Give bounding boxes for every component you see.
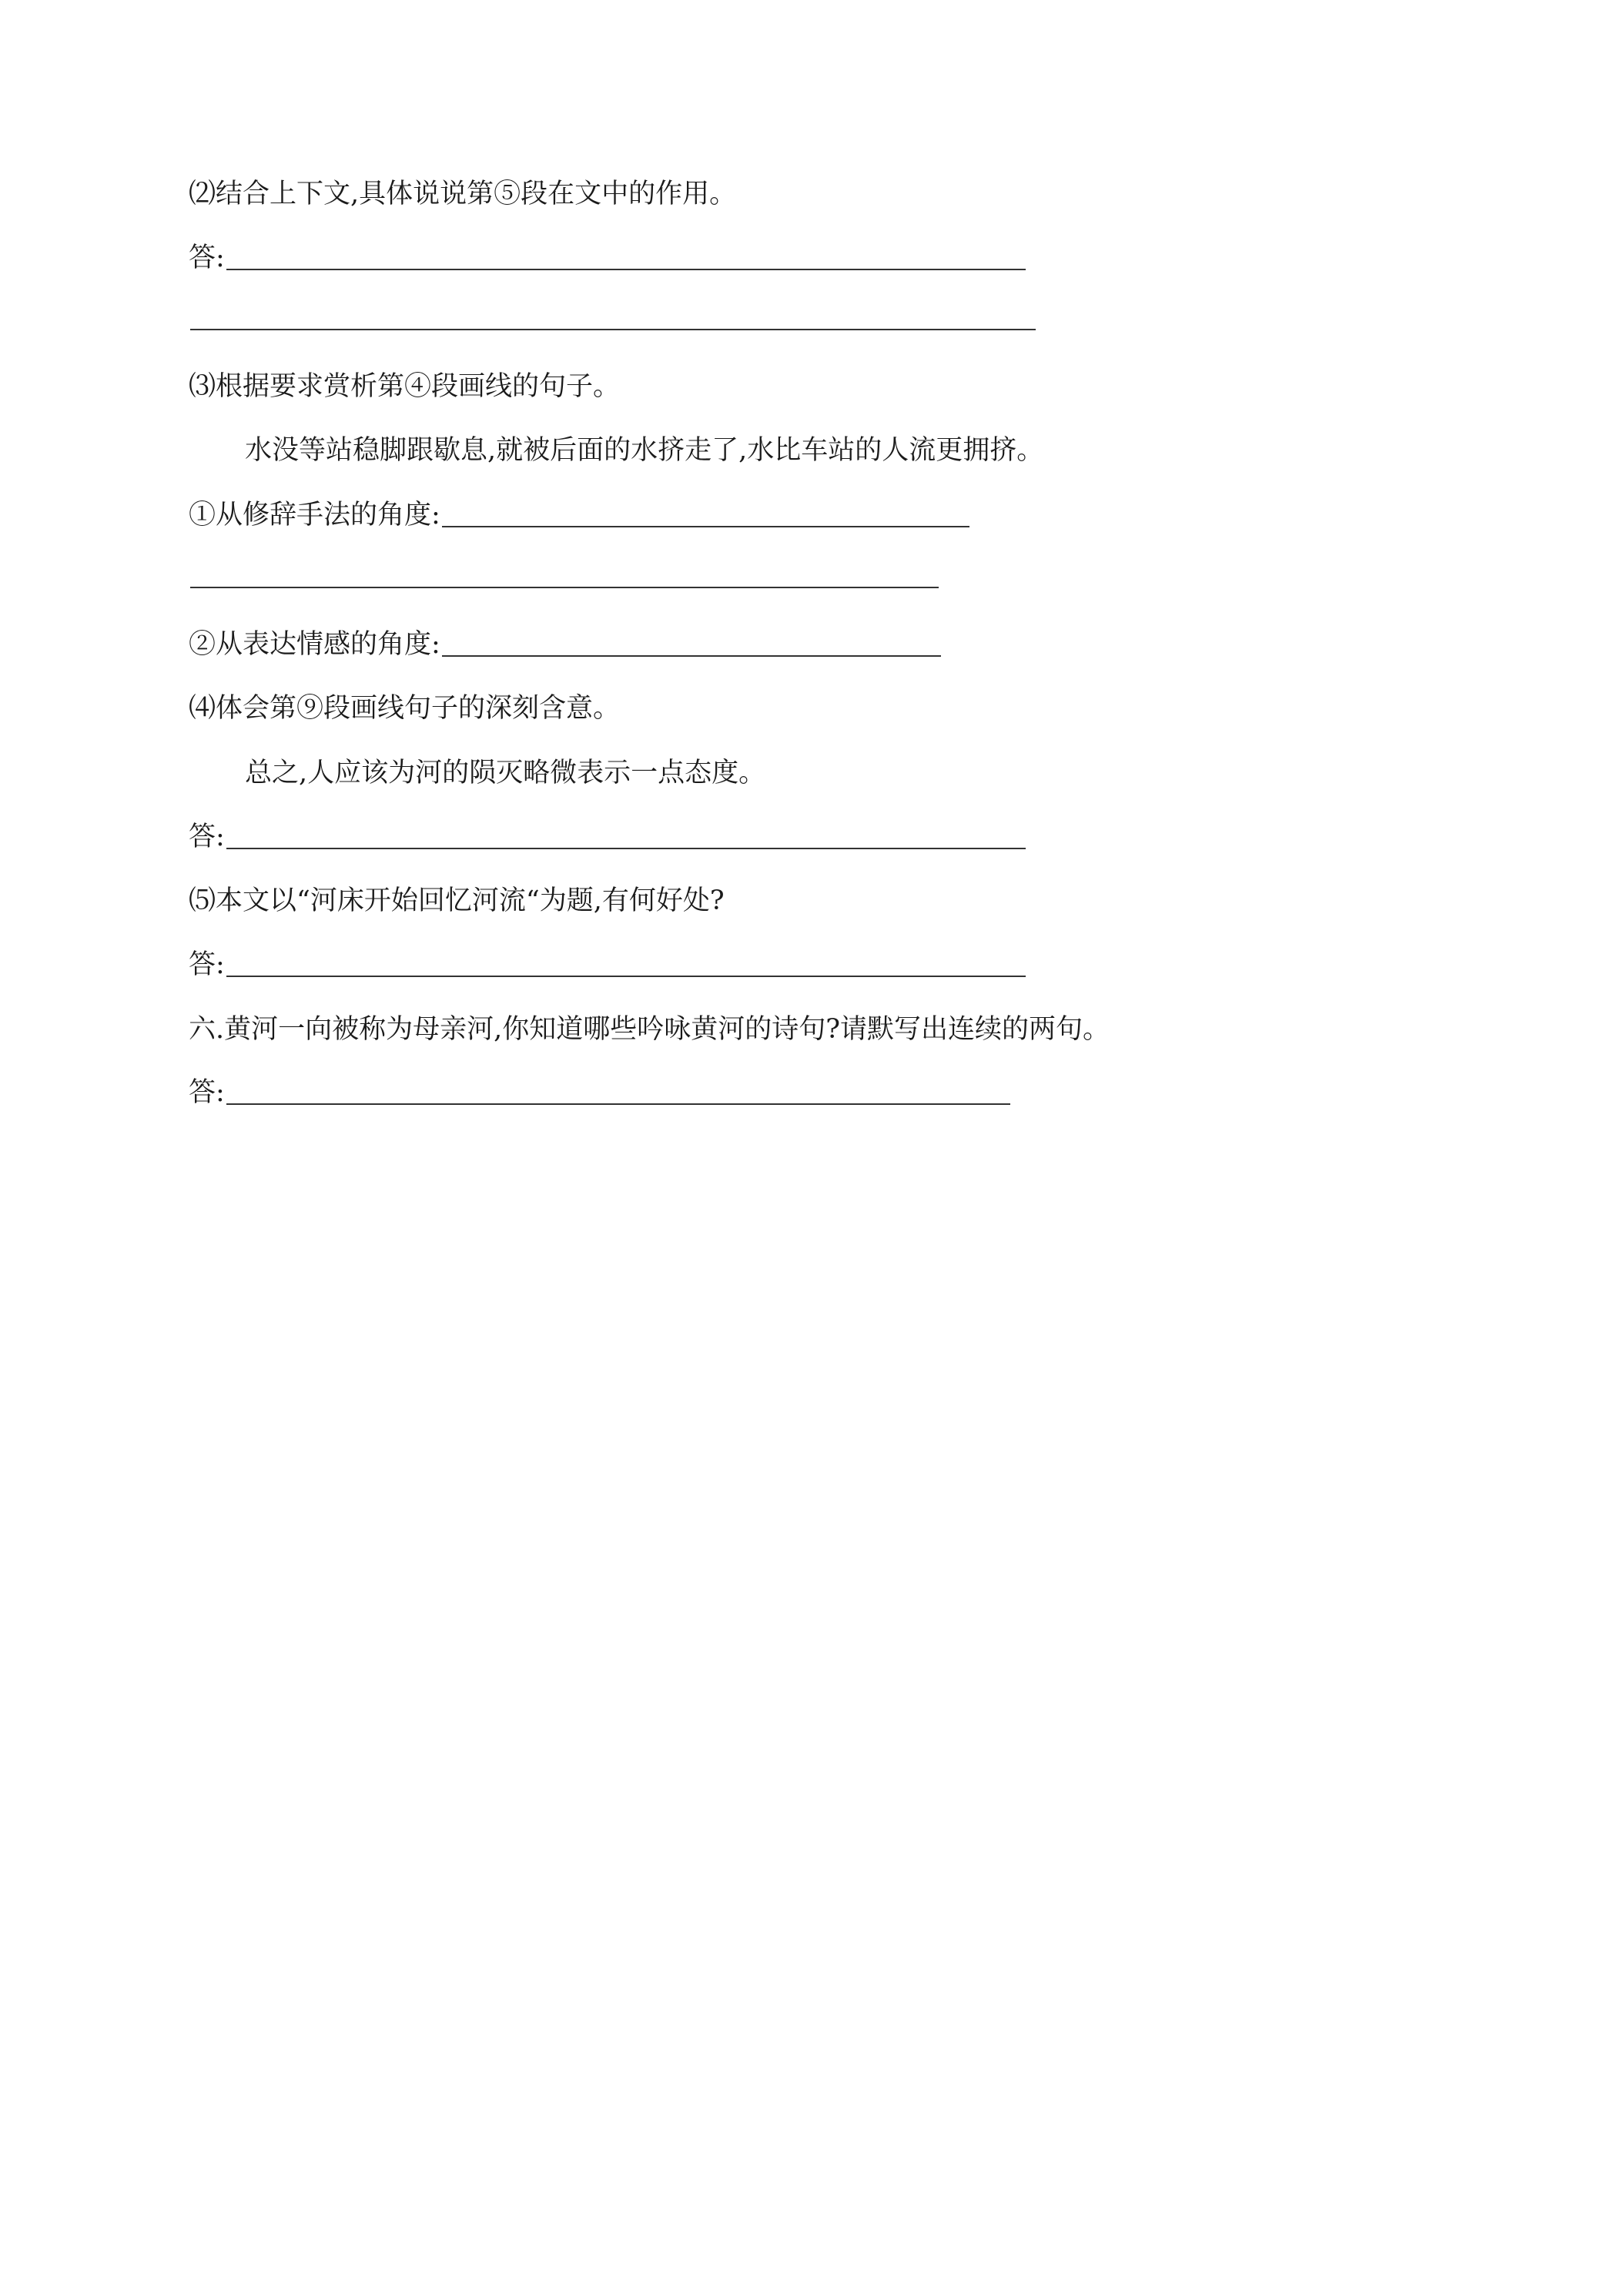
answer-4-row <box>189 805 1026 851</box>
answer-label: 答: <box>189 822 225 852</box>
question-4-text: ⑷体会第⑨段画线句子的深刻含意。 <box>189 693 621 724</box>
quote-text: 水没等站稳脚跟歇息,就被后面的水挤走了,水比车站的人流更拥挤。 <box>245 435 1044 466</box>
answer-label: 答: <box>189 949 225 980</box>
question-5-text: ⑸本文以“河床开始回忆河流“为题,有何好处? <box>189 885 725 916</box>
answer-5-row <box>189 932 1026 979</box>
question-3-part-2 <box>189 612 941 658</box>
part-1-blank-line-2[interactable] <box>190 587 939 588</box>
answer-2-blank-line-2[interactable] <box>190 329 1036 330</box>
part-2-blank-line[interactable] <box>442 654 941 657</box>
question-3-part-1 <box>189 483 969 529</box>
answer-label: 答: <box>189 243 225 273</box>
question-2 <box>189 162 736 208</box>
answer-6-row <box>189 1060 1010 1106</box>
answer-2-row <box>189 226 1026 272</box>
part-1-blank-line[interactable] <box>442 525 969 527</box>
question-4 <box>189 676 620 722</box>
answer-2-blank-line[interactable] <box>226 268 1026 270</box>
quote-text: 总之,人应该为河的陨灭略微表示一点态度。 <box>245 758 766 788</box>
answer-label: 答: <box>189 1077 225 1108</box>
question-3-text: ⑶根据要求赏析第④段画线的句子。 <box>189 371 621 402</box>
question-3 <box>189 354 620 400</box>
question-3-quote <box>245 418 1043 464</box>
answer-4-blank-line[interactable] <box>226 847 1026 849</box>
answer-5-blank-line[interactable] <box>226 975 1026 977</box>
question-5 <box>189 869 725 915</box>
part-2-label: ②从表达情感的角度: <box>189 629 440 660</box>
question-4-quote <box>245 741 765 787</box>
part-1-label: ①从修辞手法的角度: <box>189 500 440 530</box>
answer-6-blank-line[interactable] <box>226 1103 1010 1105</box>
question-2-text: ⑵结合上下文,具体说说第⑤段在文中的作用。 <box>189 179 737 209</box>
question-6-text: 六.黄河一向被称为母亲河,你知道哪些吟咏黄河的诗句?请默写出连续的两句。 <box>189 1014 1110 1045</box>
question-6 <box>189 997 1110 1043</box>
